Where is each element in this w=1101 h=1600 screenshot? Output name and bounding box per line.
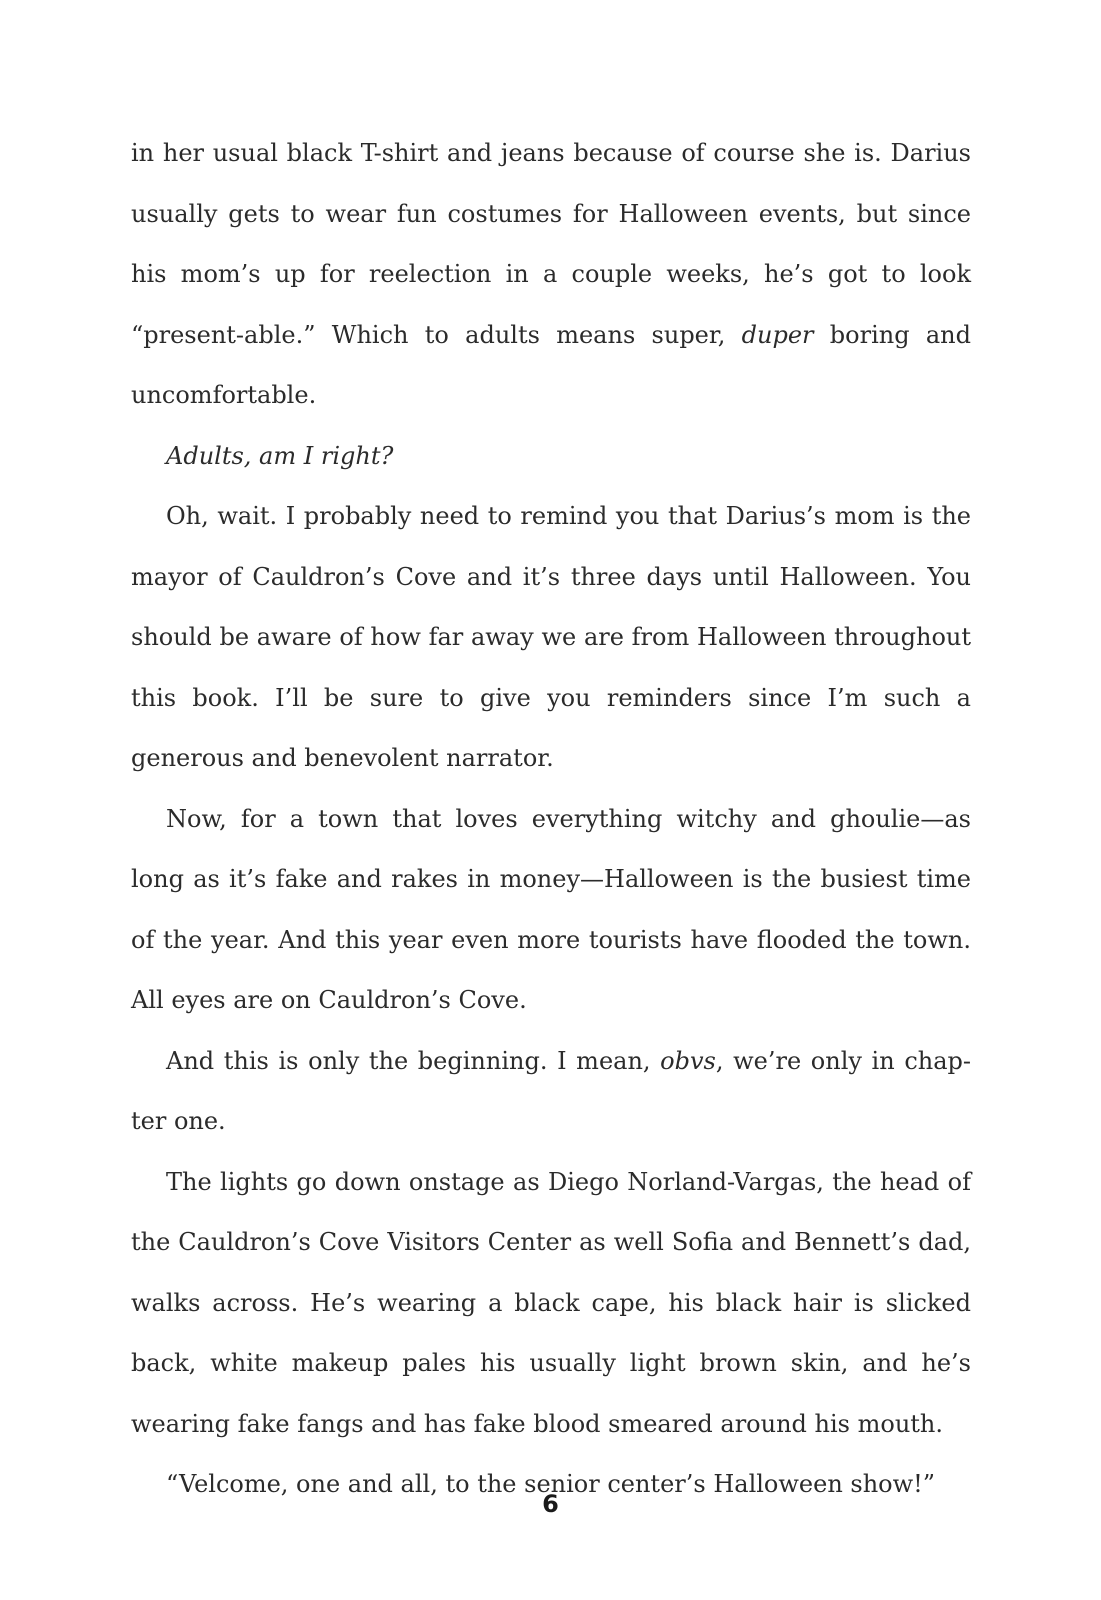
italic-text: duper xyxy=(741,320,814,349)
paragraph-text: Oh, wait. I probably need to remind you that Darius’s mom is the mayor of Cauldron’s Cove and it’s three days until Halloween. You should be aware of how far away we are from Halloween throughout this book. I’ll be sure to give you reminders since I’m such a generous and benevolent narrator. xyxy=(131,502,971,772)
paragraph xyxy=(131,426,971,487)
paragraph xyxy=(131,123,971,426)
page-number: 6 xyxy=(542,1490,559,1518)
paragraph-text: And this is only the beginning. I mean, xyxy=(166,1046,661,1075)
paragraph xyxy=(131,1152,971,1455)
paragraph-text: in her usual black T-shirt and jeans because of course she is. Darius usually gets to wear fun costumes for Halloween events, but since his mom’s up for reelection in a couple weeks, he’s got to look “present-able.” Which to adults means super, xyxy=(131,139,971,349)
body-text xyxy=(131,123,971,1515)
paragraph xyxy=(131,1031,971,1152)
paragraph-text: Now, for a town that loves everything witchy and ghoulie—as long as it’s fake and rakes in money—Halloween is the busiest time of the year. And this year even more tourists have flooded the town. All eyes are on Cauldron’s Cove. xyxy=(131,804,971,1014)
paragraph xyxy=(131,486,971,789)
italic-text: Adults, am I right? xyxy=(166,441,394,470)
paragraph xyxy=(131,789,971,1031)
paragraph-text: “Velcome, one and all, to the senior center’s Halloween show!” xyxy=(166,1470,936,1498)
paragraph-text: boring and uncomfortable. xyxy=(131,320,971,409)
paragraph-text: , we’re only in chap-ter one. xyxy=(131,1046,971,1135)
paragraph-text: The lights go down onstage as Diego Norland-Vargas, the head of the Cauldron’s Cove Visitors Center as well Sofia and Bennett’s dad, walks across. He’s wearing a black cape, his black hair is slicked back, white makeup pales his usually light brown skin, and he’s wearing fake fangs and has fake blood smeared around his mouth. xyxy=(131,1167,971,1438)
italic-text: obvs xyxy=(660,1046,716,1075)
